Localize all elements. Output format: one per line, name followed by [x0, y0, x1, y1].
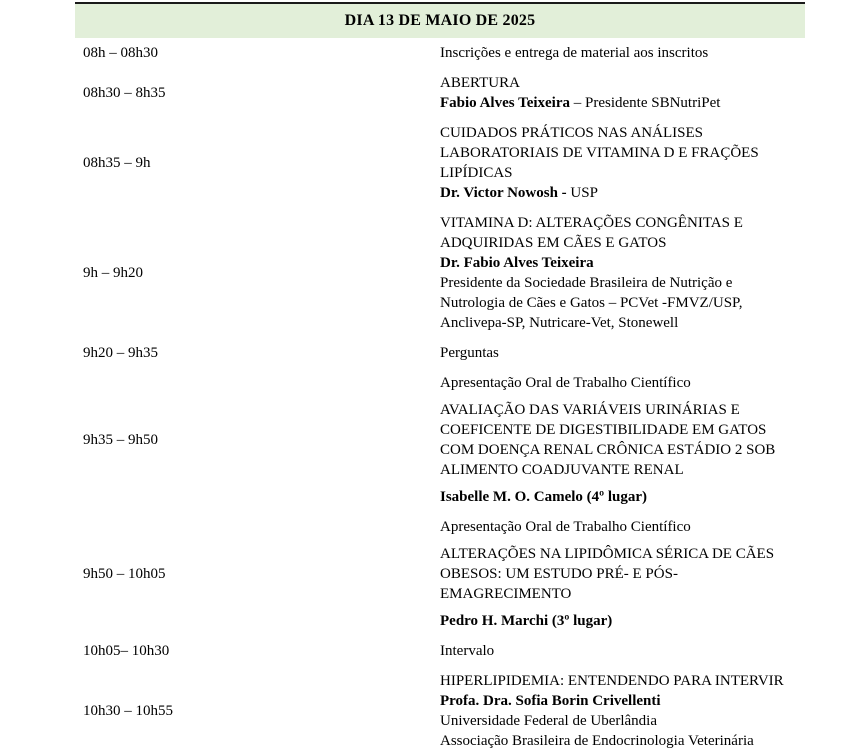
table-row [75, 68, 805, 118]
content-cell [440, 338, 805, 368]
table-row [75, 636, 805, 666]
session-text: VITAMINA D: ALTERAÇÕES CONGÊNITAS E ADQUIRIDAS EM CÃES E GATOS [440, 215, 743, 251]
content-cell [440, 368, 805, 512]
time-cell: 9h20 – 9h35 [83, 345, 158, 361]
table-row [75, 368, 805, 512]
speaker-name: Fabio Alves Teixeira [440, 95, 571, 111]
content-cell [440, 38, 805, 68]
session-text: ABERTURA [440, 75, 520, 91]
content-cell [440, 118, 805, 208]
session-paragraph [440, 273, 791, 333]
session-paragraph [440, 611, 791, 631]
session-paragraph [440, 641, 791, 661]
time-cell: 10h30 – 10h55 [83, 703, 173, 719]
session-paragraph [440, 253, 791, 273]
schedule-table [75, 2, 805, 756]
session-text: – Presidente SBNutriPet [570, 95, 721, 111]
session-text: Presidente da Sociedade Brasileira de Nutrição e Nutrologia de Cães e Gatos – PCVet -FMVZ/USP, Anclivepa-SP, Nutricare-Vet, Stonewell [440, 275, 743, 331]
schedule-header [75, 3, 805, 38]
session-text: Apresentação Oral de Trabalho Científico [440, 375, 691, 391]
header-row [75, 3, 805, 38]
session-paragraph [440, 671, 791, 691]
speaker-name: Dr. Fabio Alves Teixeira [440, 255, 594, 271]
session-text: ALTERAÇÕES NA LIPIDÔMICA SÉRICA DE CÃES OBESOS: UM ESTUDO PRÉ- E PÓS-EMAGRECIMENTO [440, 546, 775, 602]
session-text: Associação Brasileira de Endocrinologia Veterinária [440, 733, 754, 749]
time-cell: 9h35 – 9h50 [83, 432, 158, 448]
time-cell: 08h30 – 8h35 [83, 85, 166, 101]
content-cell [440, 68, 805, 118]
session-text: Universidade Federal de Uberlândia [440, 713, 657, 729]
session-paragraph [440, 517, 791, 537]
content-cell [440, 208, 805, 338]
session-paragraph [440, 123, 791, 183]
session-text: HIPERLIPIDEMIA: ENTENDENDO PARA INTERVIR [440, 673, 784, 689]
content-cell [440, 636, 805, 666]
session-paragraph [440, 213, 791, 253]
day-title: DIA 13 DE MAIO DE 2025 [75, 3, 805, 38]
session-paragraph [440, 711, 791, 731]
session-paragraph [440, 731, 791, 751]
time-cell: 9h50 – 10h05 [83, 566, 166, 582]
content-cell [440, 666, 805, 756]
session-paragraph [440, 343, 791, 363]
time-cell: 08h35 – 9h [83, 155, 151, 171]
table-row [75, 118, 805, 208]
session-paragraph [440, 73, 791, 93]
session-text: CUIDADOS PRÁTICOS NAS ANÁLISES LABORATORIAIS DE VITAMINA D E FRAÇÕES LIPÍDICAS [440, 125, 759, 181]
speaker-name: Dr. Victor Nowosh - [440, 185, 567, 201]
session-text: Perguntas [440, 345, 499, 361]
schedule-body [75, 38, 805, 756]
time-cell: 9h – 9h20 [83, 265, 143, 281]
table-row [75, 338, 805, 368]
content-cell [440, 512, 805, 636]
speaker-name: Pedro H. Marchi (3º lugar) [440, 613, 613, 629]
session-text: USP [566, 185, 598, 201]
session-paragraph [440, 183, 791, 203]
session-paragraph [440, 691, 791, 711]
speaker-name: Isabelle M. O. Camelo (4º lugar) [440, 489, 648, 505]
session-paragraph [440, 93, 791, 113]
session-paragraph [440, 544, 791, 604]
time-cell: 10h05– 10h30 [83, 643, 170, 659]
session-paragraph [440, 400, 791, 480]
table-row [75, 38, 805, 68]
session-text: AVALIAÇÃO DAS VARIÁVEIS URINÁRIAS E COEFICENTE DE DIGESTIBILIDADE EM GATOS COM DOENÇA RENAL CRÔNICA ESTÁDIO 2 SOB ALIMENTO COADJUVANTE RENAL [440, 402, 776, 478]
speaker-name: Profa. Dra. Sofia Borin Crivellenti [440, 693, 661, 709]
session-text: Apresentação Oral de Trabalho Científico [440, 519, 691, 535]
table-row [75, 666, 805, 756]
session-text: Intervalo [440, 643, 495, 659]
time-cell: 08h – 08h30 [83, 45, 158, 61]
session-paragraph [440, 43, 791, 63]
table-row [75, 208, 805, 338]
session-paragraph [440, 487, 791, 507]
session-paragraph [440, 373, 791, 393]
table-row [75, 512, 805, 636]
session-text: Inscrições e entrega de material aos inscritos [440, 45, 709, 61]
